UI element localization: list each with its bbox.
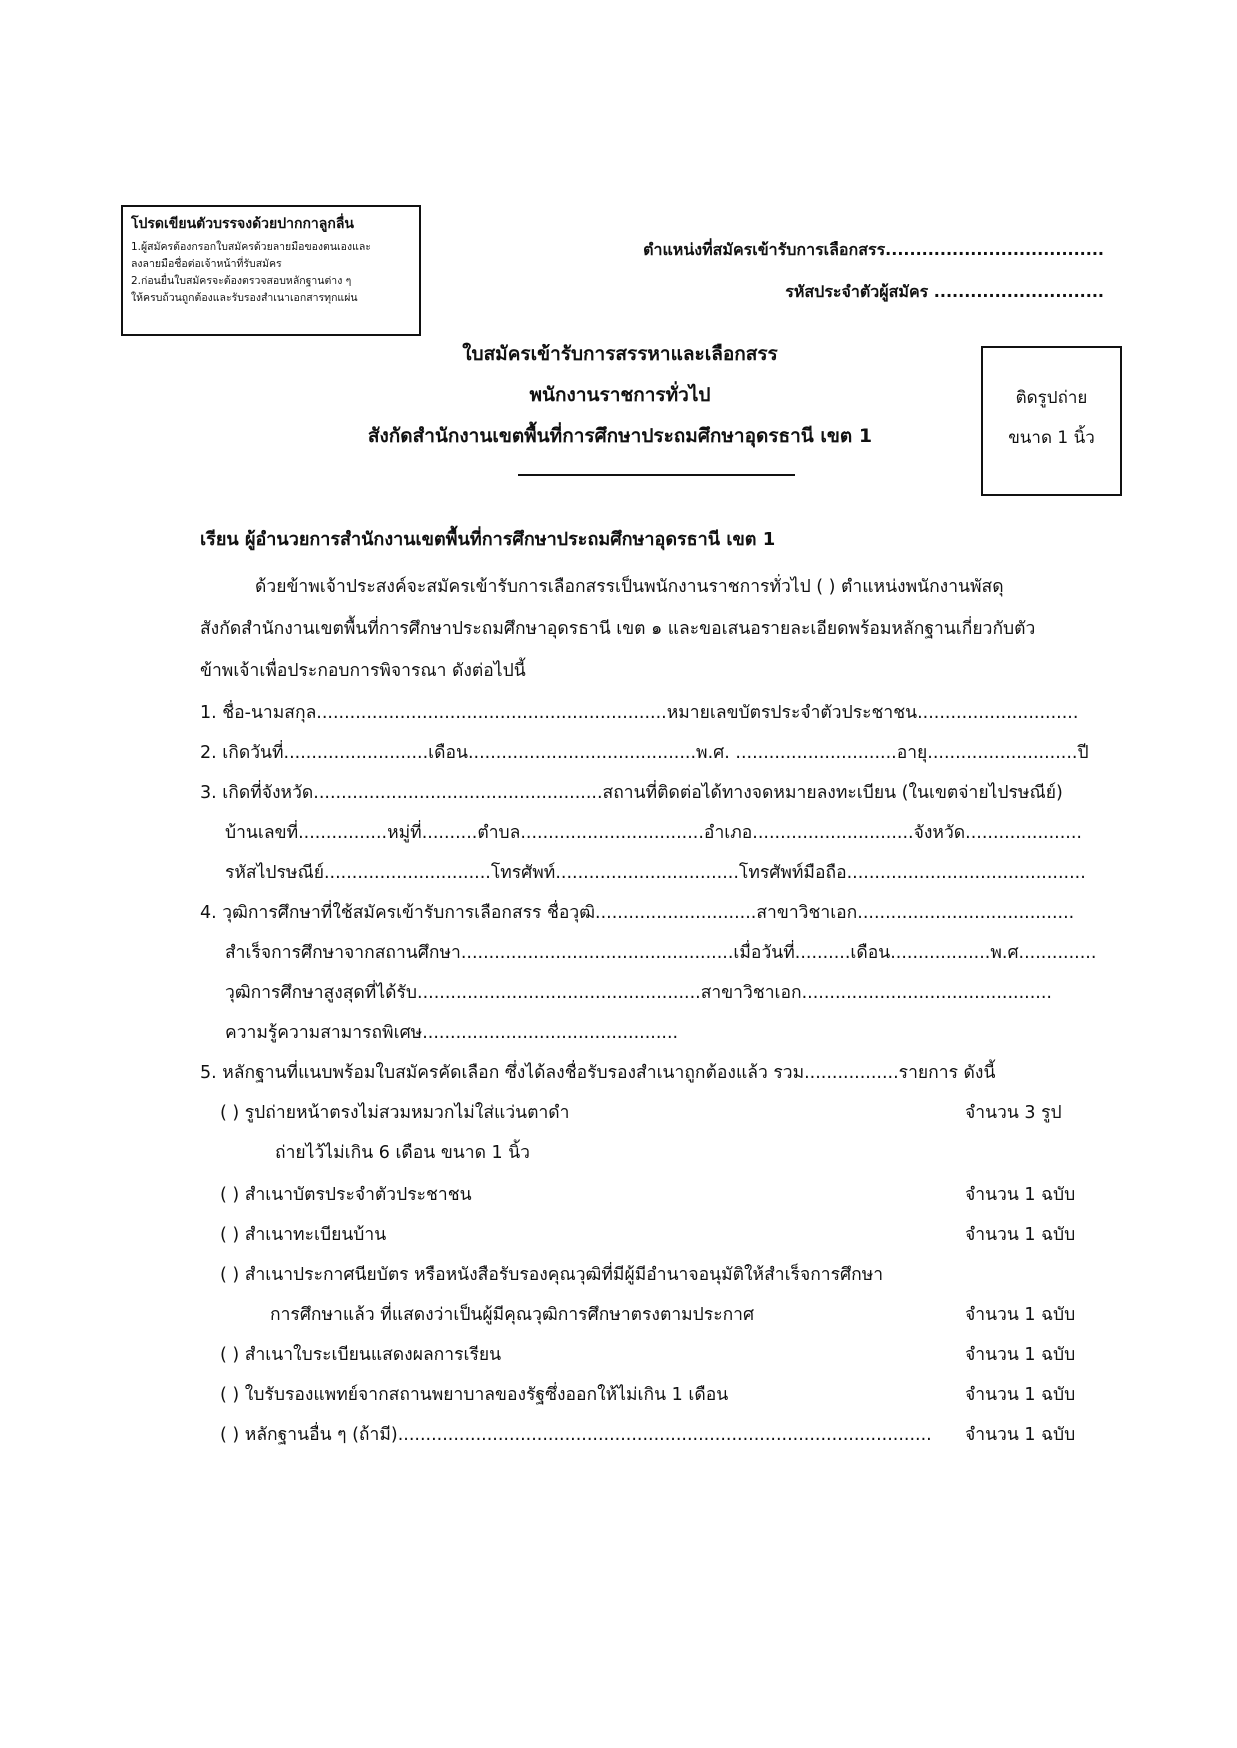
- form-title-line2: พนักงานราชการทั่วไป: [529, 384, 711, 406]
- doc-item-certificate-cont: การศึกษาแล้ว ที่แสดงว่าเป็นผู้มีคุณวุฒิการศึกษาตรงตามประกาศ: [270, 1305, 755, 1325]
- doc-item-house-reg: ( ) สำเนาทะเบียนบ้าน: [220, 1225, 387, 1245]
- doc-item-medical-cert: ( ) ใบรับรองแพทย์จากสถานพยาบาลของรัฐซึ่งออกให้ไม่เกิน 1 เดือน: [220, 1385, 729, 1405]
- doc-qty: จำนวน 1 ฉบับ: [965, 1225, 1076, 1245]
- field-address: บ้านเลขที่................หมู่ที่..........ตำบล.................................อำเภอ.............................จังหวัด.....................: [225, 823, 1082, 843]
- field-attached-documents: 5. หลักฐานที่แนบพร้อมใบสมัครคัดเลือก ซึ่งได้ลงชื่อรับรองสำเนาถูกต้องแล้ว รวม.................รายการ ดังนี้: [200, 1063, 996, 1083]
- doc-item-transcript: ( ) สำเนาใบระเบียนแสดงผลการเรียน: [220, 1345, 502, 1365]
- note-heading: โปรดเขียนตัวบรรจงด้วยปากกาลูกลื่น: [131, 216, 354, 232]
- applicant-code-field: รหัสประจำตัวผู้สมัคร ............................: [785, 282, 1104, 301]
- field-name-id: 1. ชื่อ-นามสกุล...............................................................หมายเลขบัตรประจำตัวประชาชน.............................: [200, 703, 1079, 723]
- photo-size-label: ขนาด 1 นิ้ว: [1008, 428, 1095, 448]
- field-birthplace-contact: 3. เกิดที่จังหวัด....................................................สถานที่ติดต่อได้ทางจดหมายลงทะเบียน (ในเขตจ่ายไปรษณีย์): [200, 783, 1063, 803]
- doc-qty: จำนวน 3 รูป: [965, 1103, 1062, 1123]
- photo-placeholder: [981, 346, 1122, 496]
- photo-label: ติดรูปถ่าย: [1015, 388, 1088, 408]
- note-line: 1.ผู้สมัครต้องกรอกใบสมัครด้วยลายมือของตนเองและ: [131, 241, 371, 253]
- doc-qty: จำนวน 1 ฉบับ: [965, 1185, 1076, 1205]
- form-title-line3: สังกัดสำนักงานเขตพื้นที่การศึกษาประถมศึกษาอุดรธานี เขต 1: [367, 425, 873, 447]
- note-line: 2.ก่อนยื่นใบสมัครจะต้องตรวจสอบหลักฐานต่าง ๆ: [131, 275, 352, 287]
- form-title-line1: ใบสมัครเข้ารับการสรรหาและเลือกสรร: [462, 343, 778, 365]
- doc-item-certificate: ( ) สำเนาประกาศนียบัตร หรือหนังสือรับรองคุณวุฒิที่มีผู้มีอำนาจอนุมัติให้สำเร็จการศึกษา: [220, 1265, 884, 1285]
- doc-item-photo-note: ถ่ายไว้ไม่เกิน 6 เดือน ขนาด 1 นิ้ว: [275, 1143, 530, 1163]
- intro-line: สังกัดสำนักงานเขตพื้นที่การศึกษาประถมศึกษาอุดรธานี เขต ๑ และขอเสนอรายละเอียดพร้อมหลักฐานเกี่ยวกับตัว: [200, 619, 1036, 639]
- intro-line: ด้วยข้าพเจ้าประสงค์จะสมัครเข้ารับการเลือกสรรเป็นพนักงานราชการทั่วไป ( ) ตำแหน่งพนักงานพัสดุ: [255, 577, 1004, 597]
- doc-item-other: ( ) หลักฐานอื่น ๆ (ถ้ามี)................................................................................................: [220, 1425, 932, 1445]
- doc-qty: จำนวน 1 ฉบับ: [965, 1425, 1076, 1445]
- doc-qty: จำนวน 1 ฉบับ: [965, 1305, 1076, 1325]
- field-highest-qualification: วุฒิการศึกษาสูงสุดที่ได้รับ...................................................สาขาวิชาเอก.............................................: [225, 983, 1052, 1003]
- doc-item-photo: ( ) รูปถ่ายหน้าตรงไม่สวมหมวกไม่ใส่แว่นตาดำ: [220, 1103, 570, 1123]
- title-underline: [518, 474, 795, 476]
- doc-qty: จำนวน 1 ฉบับ: [965, 1385, 1076, 1405]
- field-graduated-from: สำเร็จการศึกษาจากสถานศึกษา.................................................เมื่อวันที่..........เดือน..................พ.ศ..............: [225, 943, 1097, 963]
- doc-qty: จำนวน 1 ฉบับ: [965, 1345, 1076, 1365]
- field-special-skills: ความรู้ความสามารถพิเศษ..............................................: [225, 1023, 679, 1043]
- position-applied-field: ตำแหน่งที่สมัครเข้ารับการเลือกสรร....................................: [643, 240, 1104, 259]
- field-postal-phone: รหัสไปรษณีย์..............................โทรศัพท์.................................โทรศัพท์มือถือ...........................................: [225, 863, 1086, 883]
- field-birthdate: 2. เกิดวันที่..........................เดือน.........................................พ.ศ. .............................อายุ...........................ปี: [200, 743, 1089, 763]
- doc-item-id-card: ( ) สำเนาบัตรประจำตัวประชาชน: [220, 1185, 472, 1205]
- note-line: ให้ครบถ้วนถูกต้องและรับรองสำเนาเอกสารทุกแผ่น: [131, 292, 358, 304]
- intro-line: ข้าพเจ้าเพื่อประกอบการพิจารณา ดังต่อไปนี้: [200, 661, 526, 681]
- salutation: เรียน ผู้อำนวยการสำนักงานเขตพื้นที่การศึกษาประถมศึกษาอุดรธานี เขต 1: [200, 529, 776, 550]
- field-qualification: 4. วุฒิการศึกษาที่ใช้สมัครเข้ารับการเลือกสรร ชื่อวุฒิ.............................สาขาวิชาเอก.......................................: [200, 903, 1075, 923]
- instruction-note: [121, 205, 421, 336]
- note-line: ลงลายมือชื่อต่อเจ้าหน้าที่รับสมัคร: [131, 258, 282, 270]
